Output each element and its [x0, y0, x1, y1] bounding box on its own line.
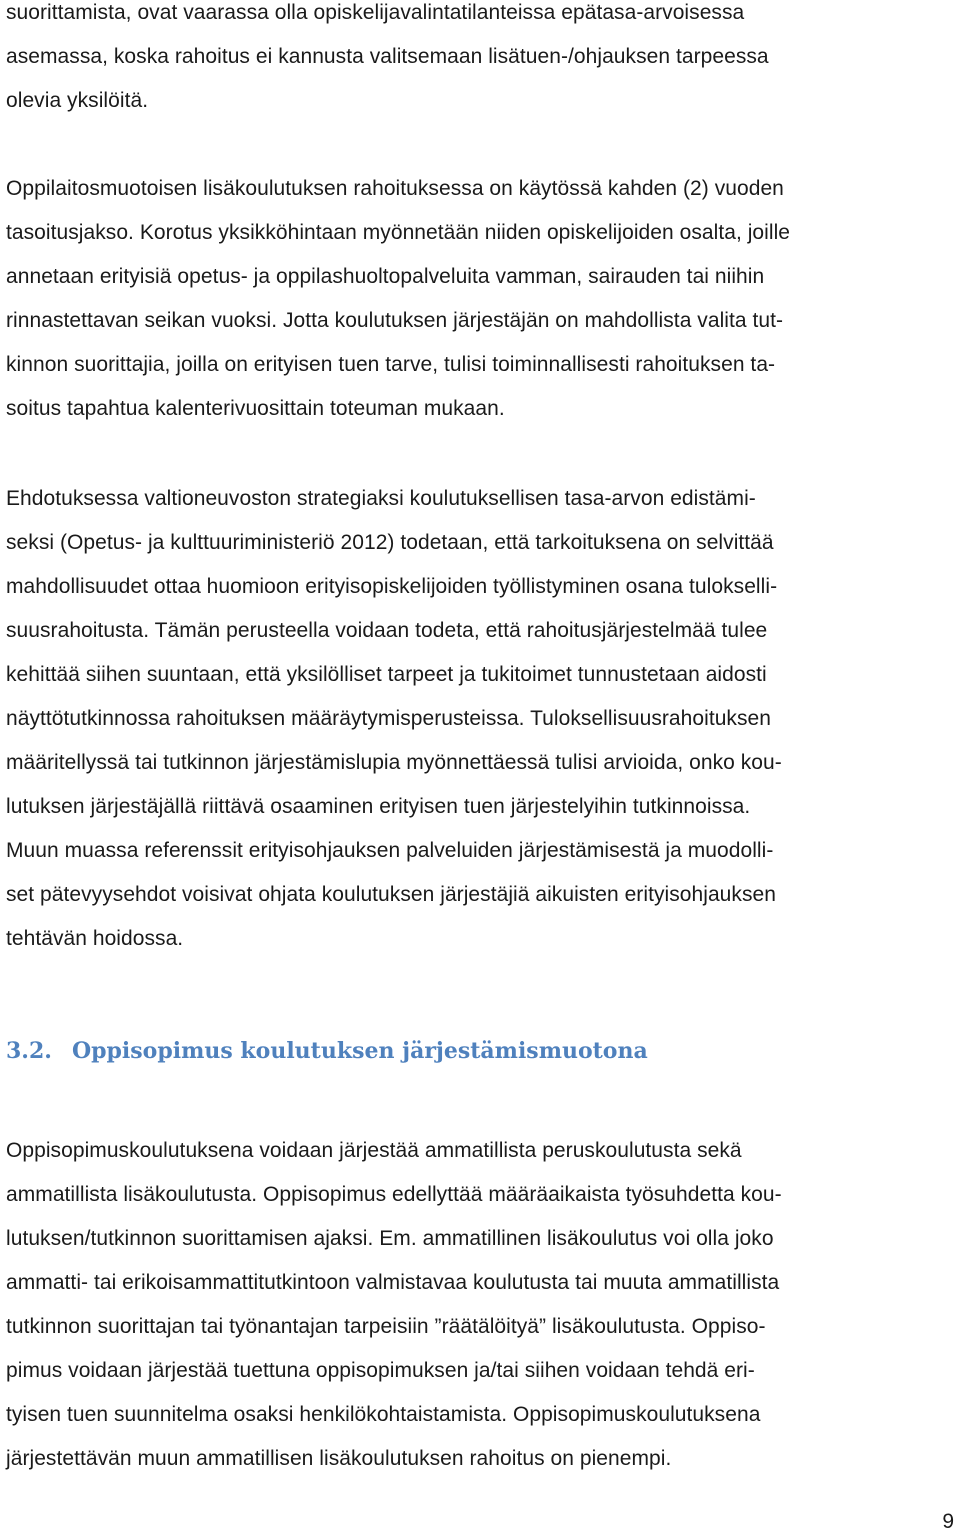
- section-number: 3.2.: [6, 1038, 52, 1064]
- paragraph-3-line-10: set pätevyysehdot voisivat ohjata koulutuksen järjestäjiä aikuisten erityisohjauksen: [6, 883, 776, 906]
- paragraph-1-line-2: asemassa, koska rahoitus ei kannusta valitsemaan lisätuen-/ohjauksen tarpeessa: [6, 45, 769, 68]
- paragraph-3-line-6: näyttötutkinnossa rahoituksen määräytymisperusteissa. Tuloksellisuusrahoituksen: [6, 707, 771, 730]
- paragraph-2-line-2: tasoitusjakso. Korotus yksikköhintaan myönnetään niiden opiskelijoiden osalta, joille: [6, 221, 791, 244]
- paragraph-2-line-4: rinnastettavan seikan vuoksi. Jotta koulutuksen järjestäjän on mahdollista valita tut-: [6, 309, 784, 332]
- paragraph-2-line-3: annetaan erityisiä opetus- ja oppilashuoltopalveluita vamman, sairauden tai niihin: [6, 265, 765, 288]
- paragraph-4-line-2: ammatillista lisäkoulutusta. Oppisopimus edellyttää määräaikaista työsuhdetta kou-: [6, 1183, 782, 1206]
- paragraph-1-line-3: olevia yksilöitä.: [6, 89, 149, 112]
- paragraph-4-line-1: Oppisopimuskoulutuksena voidaan järjestää ammatillista peruskoulutusta sekä: [6, 1139, 742, 1162]
- paragraph-2-line-1: Oppilaitosmuotoisen lisäkoulutuksen rahoituksessa on käytössä kahden (2) vuoden: [6, 177, 784, 200]
- paragraph-2-line-6: soitus tapahtua kalenterivuosittain toteuman mukaan.: [6, 397, 505, 420]
- paragraph-3-line-11: tehtävän hoidossa.: [6, 927, 184, 950]
- paragraph-4-line-8: järjestettävän muun ammatillisen lisäkoulutuksen rahoitus on pienempi.: [6, 1447, 672, 1470]
- paragraph-3-line-3: mahdollisuudet ottaa huomioon erityisopiskelijoiden työllistyminen osana tulokselli-: [6, 575, 778, 598]
- paragraph-4-line-5: tutkinnon suorittajan tai työnantajan tarpeisiin ”räätälöityä” lisäkoulutusta. Oppiso-: [6, 1315, 766, 1338]
- paragraph-2-line-5: kinnon suorittajia, joilla on erityisen tuen tarve, tulisi toiminnallisesti rahoituksen ta-: [6, 353, 776, 376]
- paragraph-1-line-1: suorittamista, ovat vaarassa olla opiskelijavalintatilanteissa epätasa-arvoisessa: [6, 1, 745, 24]
- paragraph-3-line-9: Muun muassa referenssit erityisohjauksen palveluiden järjestämisestä ja muodolli-: [6, 839, 774, 862]
- paragraph-4-line-7: tyisen tuen suunnitelma osaksi henkilökohtaistamista. Oppisopimuskoulutuksena: [6, 1403, 761, 1426]
- section-title: Oppisopimus koulutuksen järjestämismuotona: [72, 1038, 648, 1064]
- paragraph-4-line-3: lutuksen/tutkinnon suorittamisen ajaksi. Em. ammatillinen lisäkoulutus voi olla joko: [6, 1227, 774, 1250]
- paragraph-3-line-2: seksi (Opetus- ja kulttuuriministeriö 2012) todetaan, että tarkoituksena on selvittää: [6, 531, 774, 554]
- paragraph-3-line-8: lutuksen järjestäjällä riittävä osaaminen erityisen tuen järjestelyihin tutkinnoissa.: [6, 795, 751, 818]
- page-number: 9: [942, 1510, 954, 1533]
- section-heading: [6, 1036, 648, 1066]
- paragraph-4-line-6: pimus voidaan järjestää tuettuna oppisopimuksen ja/tai siihen voidaan tehdä eri-: [6, 1359, 755, 1382]
- paragraph-3-line-7: määritellyssä tai tutkinnon järjestämislupia myönnettäessä tulisi arvioida, onko kou-: [6, 751, 782, 774]
- paragraph-3-line-5: kehittää siihen suuntaan, että yksilölliset tarpeet ja tukitoimet tunnustetaan aidosti: [6, 663, 767, 686]
- paragraph-3-line-1: Ehdotuksessa valtioneuvoston strategiaksi koulutuksellisen tasa-arvon edistämi-: [6, 487, 756, 510]
- paragraph-3-line-4: suusrahoitusta. Tämän perusteella voidaan todeta, että rahoitusjärjestelmää tulee: [6, 619, 768, 642]
- paragraph-4-line-4: ammatti- tai erikoisammattitutkintoon valmistavaa koulutusta tai muuta ammatillista: [6, 1271, 780, 1294]
